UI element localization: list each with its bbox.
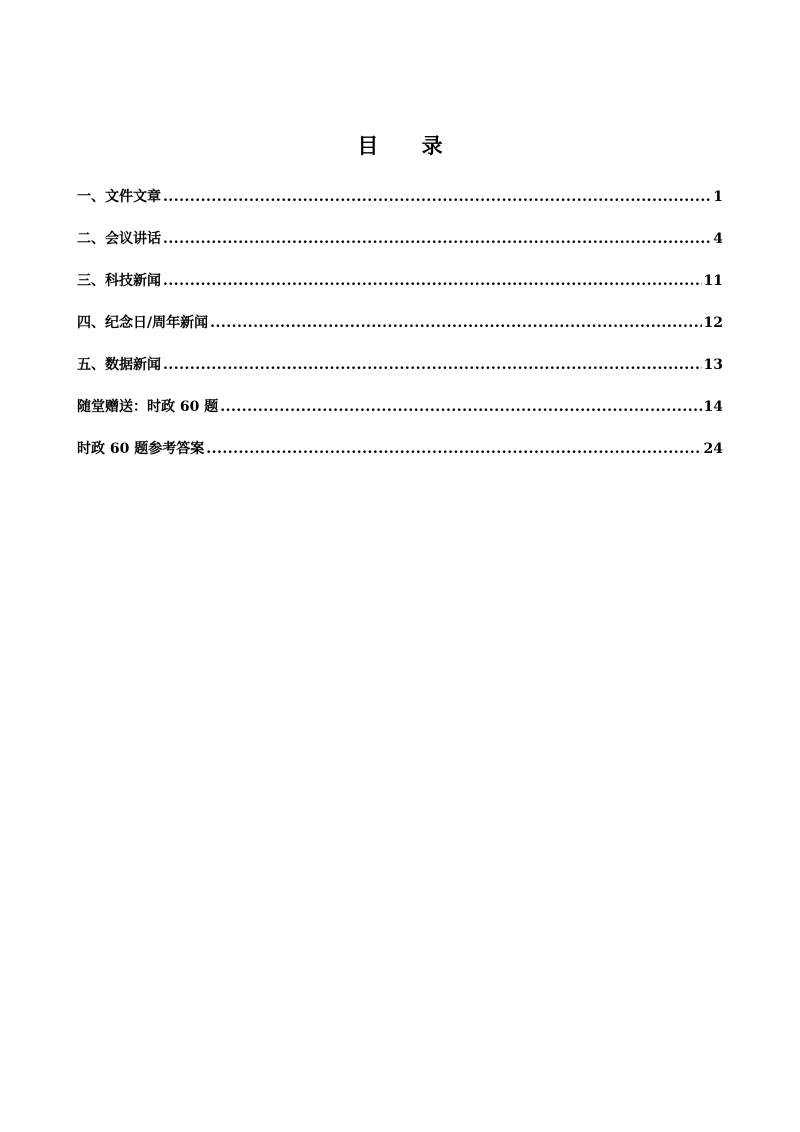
toc-dot-leader xyxy=(163,273,702,289)
toc-entry-label: 四、纪念日/周年新闻 xyxy=(77,315,209,331)
toc-entry-label: 随堂赠送：时政 60 题 xyxy=(77,399,219,415)
toc-dot-leader xyxy=(206,441,701,457)
toc-page-number: 12 xyxy=(703,315,723,331)
toc-entry[interactable] xyxy=(77,354,723,396)
toc-page-number: 14 xyxy=(703,399,723,415)
toc-entry[interactable] xyxy=(77,396,723,438)
toc-page-number: 24 xyxy=(703,441,723,457)
toc-entry-label: 五、数据新闻 xyxy=(77,357,161,373)
toc-entry[interactable] xyxy=(77,228,723,270)
toc-entry-label: 一、文件文章 xyxy=(77,189,161,205)
toc-dot-leader xyxy=(220,399,701,415)
toc-entry[interactable] xyxy=(77,270,723,312)
toc-dot-leader xyxy=(163,189,711,205)
page-title: 目 录 xyxy=(357,134,461,158)
toc-page-number: 13 xyxy=(703,357,723,373)
toc-entry-label: 三、科技新闻 xyxy=(77,273,161,289)
toc-entry[interactable] xyxy=(77,186,723,228)
toc-entry[interactable] xyxy=(77,438,723,480)
toc-page-number: 11 xyxy=(703,273,723,289)
toc-entry[interactable] xyxy=(77,312,723,354)
toc-dot-leader xyxy=(163,231,711,247)
toc-entry-label: 二、会议讲话 xyxy=(77,231,161,247)
table-of-contents xyxy=(77,186,723,480)
toc-entry-label: 时政 60 题参考答案 xyxy=(77,441,205,457)
toc-page-number: 1 xyxy=(713,189,723,205)
toc-dot-leader xyxy=(210,315,701,331)
toc-page-number: 4 xyxy=(713,231,723,247)
toc-dot-leader xyxy=(163,357,702,373)
